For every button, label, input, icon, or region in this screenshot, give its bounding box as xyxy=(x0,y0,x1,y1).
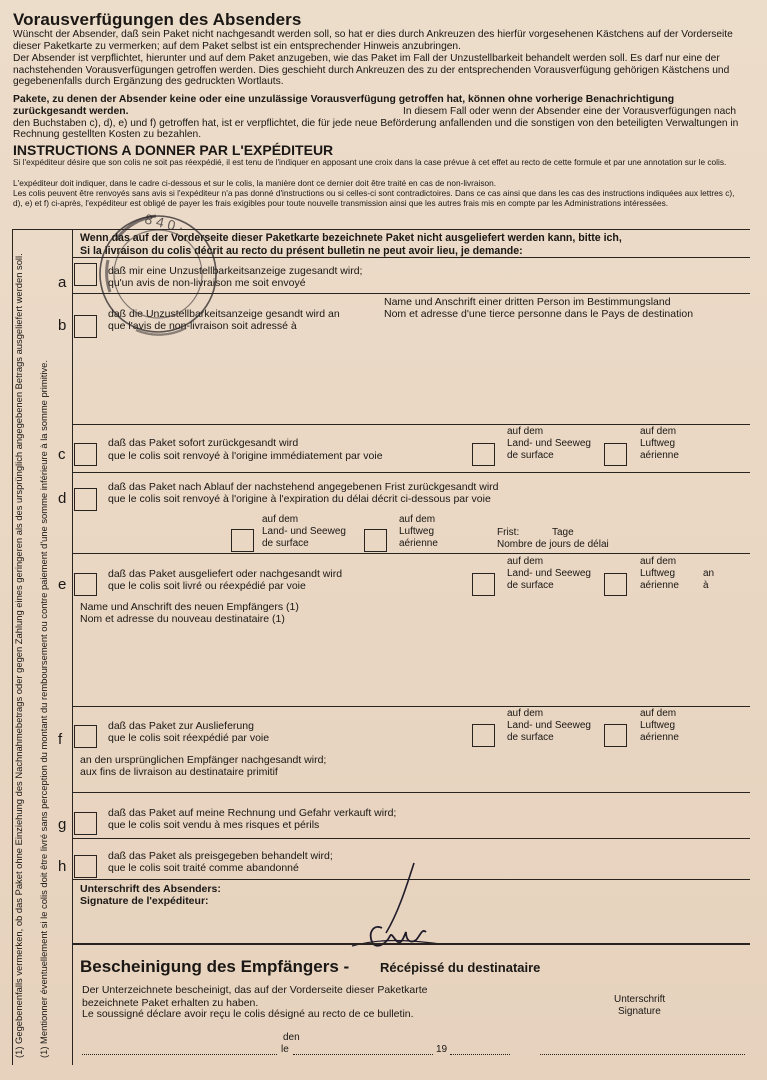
d-land-1: auf dem xyxy=(262,514,299,525)
option-d-de: daß das Paket nach Ablauf der nachstehend angegebenen Frist zurückgesandt wird xyxy=(108,481,499,493)
e-an: an xyxy=(703,568,715,579)
c-land-3: de surface xyxy=(507,450,554,461)
title-fr: INSTRUCTIONS A DONNER PAR L'EXPÉDITEUR xyxy=(13,142,334,158)
receipt-sign-fr: Signature xyxy=(618,1006,661,1017)
receipt-le: le xyxy=(281,1044,289,1055)
f-air-2: Luftweg xyxy=(640,720,676,731)
checkbox-f-air[interactable] xyxy=(604,724,627,747)
d-delai: Nombre de jours de délai xyxy=(497,539,609,550)
letter-d: d xyxy=(58,490,67,507)
receipt-title-de: Bescheinigung des Empfängers - xyxy=(80,957,350,976)
signature-label-de: Unterschrift des Absenders: xyxy=(80,883,221,895)
receipt-signature-line[interactable] xyxy=(540,1053,745,1055)
para-2: Der Absender ist verpflichtet, hierunter und auf dem Paket anzugeben, wie das Paket im Fall der Unzustellbarkeit behandelt werden soll. Es darf nur eine der nachstehenden Vorausverfügungen getroffen werden. Dies geschieht durch Ankreuzen des zu der entsprechenden Vorausverfügung gehörigen Kästchens und gegebenenfalls durch Ergänzung des gedruckten Wortlauts. xyxy=(13,53,730,88)
intro-fr: Si la livraison du colis décrit au recto du présent bulletin ne peut avoir lieu, je demande: xyxy=(80,245,523,257)
c-air-3: aérienne xyxy=(640,450,679,461)
d-land-2: Land- und Seeweg xyxy=(262,526,346,537)
original-recipient-de: an den ursprünglichen Empfänger nachgesandt wird; xyxy=(80,754,327,766)
title-de: Vorausverfügungen des Absenders xyxy=(13,10,302,29)
fr-para-1: Si l'expéditeur désire que son colis ne soit pas réexpédié, il est tenu de l'indiquer en apposant une croix dans la case prévue à cet effet au recto de cette formule et par une annotation sur le colis. xyxy=(13,157,727,167)
d-land-3: de surface xyxy=(262,538,309,549)
checkbox-d-surface[interactable] xyxy=(231,529,254,552)
d-tage: Tage xyxy=(552,527,574,538)
letter-e: e xyxy=(58,576,67,593)
option-e-fr: que le colis soit livré ou réexpédié par voie xyxy=(108,580,306,592)
checkbox-e-surface[interactable] xyxy=(472,573,495,596)
d-air-1: auf dem xyxy=(399,514,436,525)
checkbox-c-surface[interactable] xyxy=(472,443,495,466)
fr-para-2: L'expéditeur doit indiquer, dans le cadre ci-dessous et sur le colis, la manière dont ce dernier doit être traité en cas de non-livraison. xyxy=(13,178,497,188)
letter-g: g xyxy=(58,816,67,833)
divider-d xyxy=(72,472,750,473)
e-air-2: Luftweg xyxy=(640,568,676,579)
third-person-de: Name und Anschrift einer dritten Person im Bestimmungsland xyxy=(384,296,671,308)
postmark-text: 8 4 0 · xyxy=(143,210,186,236)
checkbox-g[interactable] xyxy=(74,812,97,835)
checkbox-c[interactable] xyxy=(74,443,97,466)
letter-h: h xyxy=(58,858,67,875)
e-air-3: aérienne xyxy=(640,580,679,591)
para-3-bold: Pakete, zu denen der Absender keine oder eine unzulässige Vorausverfügung getroffen hat, können ohne vorherige Benachrichtigung zurückgesandt werden. xyxy=(13,94,675,117)
option-b-de: daß die Unzustellbarkeitsanzeige gesandt wird an xyxy=(108,308,340,320)
c-air-1: auf dem xyxy=(640,426,677,437)
postmark-stamp xyxy=(96,200,226,350)
checkbox-d[interactable] xyxy=(74,488,97,511)
letter-f: f xyxy=(58,731,63,748)
intro-de: Wenn das auf der Vorderseite dieser Paketkarte bezeichnete Paket nicht ausgeliefert werden kann, bitte ich, xyxy=(80,232,622,244)
checkbox-e[interactable] xyxy=(74,573,97,596)
checkbox-d-air[interactable] xyxy=(364,529,387,552)
option-b-fr: que l'avis de non-livraison soit adressé à xyxy=(108,320,297,332)
option-g-de: daß das Paket auf meine Rechnung und Gefahr verkauft wird; xyxy=(108,807,397,819)
f-air-3: aérienne xyxy=(640,732,679,743)
f-land-1: auf dem xyxy=(507,708,544,719)
receipt-text-fr: Le soussigné déclare avoir reçu le colis désigné au recto de ce bulletin. xyxy=(82,1008,414,1020)
d-frist: Frist: xyxy=(497,527,520,538)
receipt-title-fr: Récépissé du destinataire xyxy=(380,960,541,975)
divider-h xyxy=(72,838,750,839)
option-f-de: daß das Paket zur Auslieferung xyxy=(108,720,254,732)
f-air-1: auf dem xyxy=(640,708,677,719)
checkbox-f-surface[interactable] xyxy=(472,724,495,747)
option-e-de: daß das Paket ausgeliefert oder nachgesandt wird xyxy=(108,568,343,580)
receipt-year: 19 xyxy=(436,1044,448,1055)
option-h-de: daß das Paket als preisgegeben behandelt wird; xyxy=(108,850,333,862)
receipt-text-de: Der Unterzeichnete bescheinigt, das auf der Vorderseite dieser Paketkarte bezeichnete Paket erhalten zu haben. xyxy=(82,984,428,1009)
letter-c: c xyxy=(58,446,66,463)
receipt-place-line[interactable] xyxy=(82,1053,277,1055)
e-land-1: auf dem xyxy=(507,556,544,567)
e-land-3: de surface xyxy=(507,580,554,591)
option-d-fr: que le colis soit renvoyé à l'origine à l'expiration du délai décrit ci-dessous par voie xyxy=(108,493,491,505)
e-air-1: auf dem xyxy=(640,556,677,567)
sidebar-footnote-de: (1) Gegebenenfalls vermerken, ob das Paket ohne Einziehung des Nachnahmebetrags oder gegen Zahlung eines geringeren als des ursprünglich angegebenen Betrags ausgeliefert werden soll. xyxy=(13,253,24,1058)
checkbox-f[interactable] xyxy=(74,725,97,748)
f-land-3: de surface xyxy=(507,732,554,743)
receipt-den: den xyxy=(283,1032,300,1043)
checkbox-b[interactable] xyxy=(74,315,97,338)
f-land-2: Land- und Seeweg xyxy=(507,720,591,731)
divider-g xyxy=(72,792,750,793)
divider-receipt xyxy=(72,943,750,945)
third-person-fr: Nom et adresse d'une tierce personne dans le Pays de destination xyxy=(384,308,694,320)
fr-para-3: Les colis peuvent être renvoyés sans avis si l'expéditeur n'a pas donné d'instructions ou si celles-ci sont contradictoires. Dans ce cas ainsi que dans les cas des instructions indiquées aux lettres c), d), e) et f) ci-après, l'expéditeur est obligé de payer les frais exigibles pour toute nouvelle transmission ainsi que les autres frais mis en compte par les Administrations intéressées. xyxy=(13,188,735,208)
c-land-2: Land- und Seeweg xyxy=(507,438,591,449)
c-air-2: Luftweg xyxy=(640,438,676,449)
checkbox-e-air[interactable] xyxy=(604,573,627,596)
e-land-2: Land- und Seeweg xyxy=(507,568,591,579)
checkbox-c-air[interactable] xyxy=(604,443,627,466)
e-a: à xyxy=(703,580,709,591)
para-3: In diesem Fall oder wenn der Absender eine der Vorausverfügungen nach den Buchstaben c), d), e) und f) getroffen hat, ist er verpflichtet, die für jede neue Beförderung anfallenden und die sonstigen von den beteiligten Verwaltungen in Rechnung gestellten Kosten zu bezahlen. xyxy=(13,106,739,141)
para-1: Wünscht der Absender, daß sein Paket nicht nachgesandt werden soll, so hat er dies durch Ankreuzen des hierfür vorgesehenen Kästchens auf der Vorderseite dieser Paketkarte zu vermerken; auf dem Paket selbst ist ein entsprechender Hinweis anzubringen. xyxy=(13,29,733,52)
original-recipient-fr: aux fins de livraison au destinataire primitif xyxy=(80,766,278,778)
signature-label-fr: Signature de l'expéditeur: xyxy=(80,895,209,907)
d-air-2: Luftweg xyxy=(399,526,435,537)
option-h-fr: que le colis soit traité comme abandonné xyxy=(108,862,299,874)
receipt-sign-de: Unterschrift xyxy=(614,994,666,1005)
new-recipient-de: Name und Anschrift des neuen Empfängers (1) xyxy=(80,601,299,613)
d-air-3: aérienne xyxy=(399,538,438,549)
letter-b: b xyxy=(58,317,67,334)
checkbox-h[interactable] xyxy=(74,855,97,878)
letter-a: a xyxy=(58,274,67,291)
option-c-fr: que le colis soit renvoyé à l'origine immédiatement par voie xyxy=(108,450,383,462)
option-f-fr: que le colis soit réexpédié par voie xyxy=(108,732,270,744)
option-g-fr: que le colis soit vendu à mes risques et périls xyxy=(108,819,320,831)
option-a-fr: qu'un avis de non-livraison me soit envoyé xyxy=(108,277,306,289)
new-recipient-fr: Nom et adresse du nouveau destinataire (1) xyxy=(80,613,285,625)
c-land-1: auf dem xyxy=(507,426,544,437)
option-c-de: daß das Paket sofort zurückgesandt wird xyxy=(108,437,299,449)
option-a-de: daß mir eine Unzustellbarkeitsanzeige zugesandt wird; xyxy=(108,265,363,277)
form-inner-line xyxy=(72,229,73,1065)
checkbox-a[interactable] xyxy=(74,263,97,286)
receipt-date-line[interactable] xyxy=(293,1053,433,1055)
receipt-year-line[interactable] xyxy=(450,1053,510,1055)
sidebar-footnote-fr: (1) Mentionner éventuellement si le colis doit être livré sans perception du montant du remboursement ou contre paiement d'une somme inférieure à la somme primitive. xyxy=(38,360,49,1058)
divider-e xyxy=(72,553,750,554)
